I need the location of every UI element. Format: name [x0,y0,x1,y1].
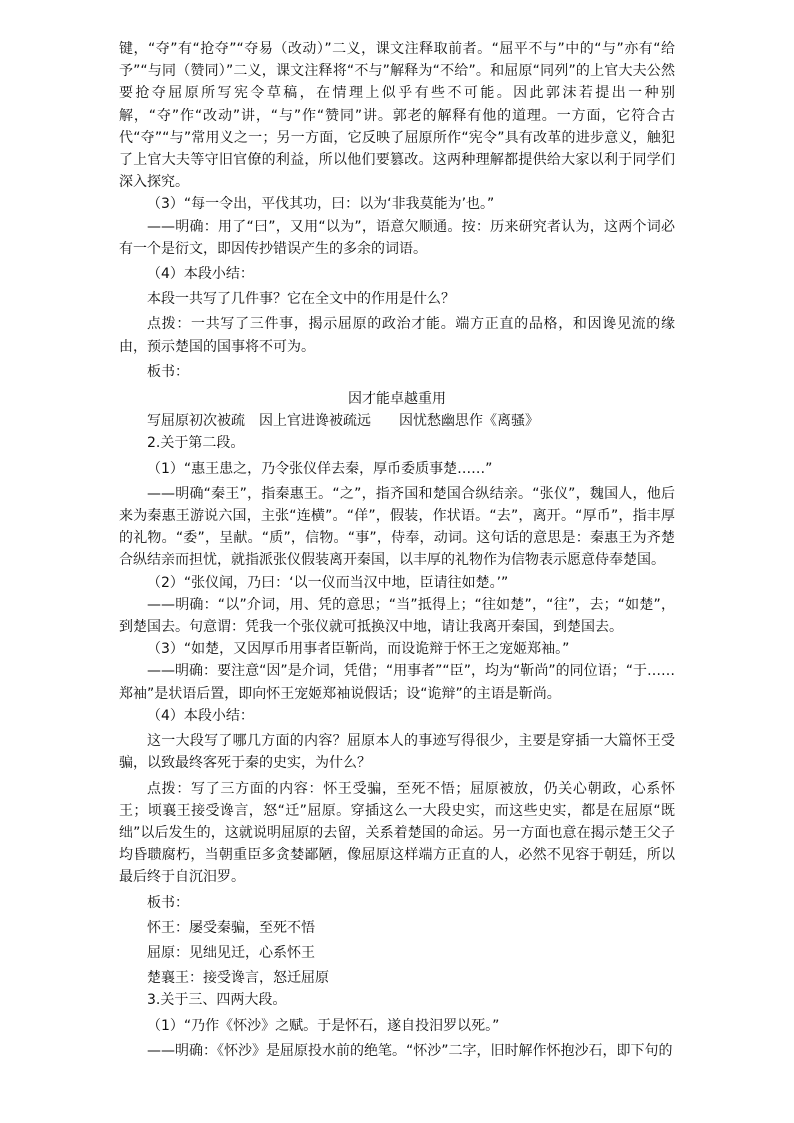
paragraph: （3）“每一令出，平伐其功，曰：以为‘非我莫能为’也。” [147,196,495,213]
section-heading: 3.关于三、四两大段。 [147,992,287,1009]
paragraph: 本段一共写了几件事？它在全文中的作用是什么？ [147,291,455,308]
paragraph: （1）“惠王患之，乃令张仪佯去秦，厚币委质事楚……” [147,460,493,477]
board-line: 楚襄王：接受谗言，怒迁屈原 [147,970,329,987]
board-line: 写屈原初次被疏 因上官进谗被疏远 因忧愁幽思作《离骚》 [147,413,539,430]
paragraph: ——明确：要注意“因”是介词，凭借；“用事者”“臣”，均为“靳尚”的同位语；“于……郑袖”是状语后置，即向怀王宠姬郑袖说假话；设“诡辩”的主语是靳尚。 [119,663,675,702]
paragraph: （3）“如楚，又因厚币用事者臣靳尚，而设诡辩于怀王之宠姬郑袖。” [147,641,570,658]
paragraph: （2）“张仪闻，乃曰：‘以一仪而当汉中地，臣请往如楚。’” [147,574,509,591]
paragraph: ——明确：用了“曰”，又用“以为”，语意欠顺通。按：历来研究者认为，这两个词必有一个是衍文，即因传抄错误产生的多余的词语。 [119,218,675,257]
board-title: 因才能卓越重用 [348,391,446,408]
board-heading: 板书： [147,894,189,911]
board-line: 怀王：屡受秦骗，至死不悟 [147,919,315,936]
paragraph: ——明确：“以”介词，用、凭的意思；“当”抵得上；“往如楚”，“往”，去；“如楚”，到楚国去。句意谓：凭我一个张仪就可抵换汉中地，请让我离开秦国，到楚国去。 [119,596,675,636]
paragraph: （4）本段小结： [147,707,254,724]
paragraph: （4）本段小结： [147,266,254,283]
paragraph: 点拨：写了三方面的内容：怀王受骗，至死不悟；屈原被放，仍关心朝政，心系怀王；顷襄王接受谗言，怒“迁”屈原。穿插这么一大段史实，而这些史实，都是在屈原“既绌”以后发生的，这就说明屈原的去留，关系着楚国的命运。另一方面也意在揭示楚王父子均昏聩腐朽，当朝重臣多贪婪鄙陋，像屈原这样端方正直的人，必然不见容于朝廷，所以最后终于自沉汨罗。 [119,780,675,886]
paragraph: 键，“夺”有“抢夺”“夺易（改动）”二义，课文注释取前者。“屈平不与”中的“与”亦有“给予”“与同（赞同）”二义，课文注释将“不与”解释为“不给”。和屈原“同列”的上官大夫公然要抢夺屈原所写宪令草稿，在情理上似乎有些不可能。因此郭沫若提出一种别解，“夺”作“改动”讲，“与”作“赞同”讲。郭老的解释有他的道理。一方面，它符合古代“夺”“与”常用义之一；另一方面，它反映了屈原所作“宪令”具有改革的进步意义，触犯了上官大夫等守旧官僚的利益，所以他们要篡改。这两种理解都提供给大家以利于同学们深入探究。 [119,41,675,191]
paragraph: 点拨：一共写了三件事，揭示屈原的政治才能。端方正直的品格，和因谗见流的缘由，预示楚国的国事将不可为。 [119,316,675,355]
paragraph: ——明确“秦王”，指秦惠王。“之”，指齐国和楚国合纵结亲。“张仪”，魏国人，他后来为秦惠王游说六国，主张“连横”。“佯”，假装，作状语。“去”，离开。“厚币”，指丰厚的礼物。“委”，呈献。“质”，信物。“事”，侍奉，动词。这句话的意思是：秦惠王为齐楚合纵结亲而担忧，就指派张仪假装离开秦国，以丰厚的礼物作为信物表示愿意侍奉楚国。 [119,485,675,569]
paragraph: 这一大段写了哪几方面的内容？屈原本人的事迹写得很少，主要是穿插一大篇怀王受骗，以致最终客死于秦的史实，为什么？ [119,733,675,772]
paragraph: ——明确：《怀沙》是屈原投水前的绝笔。“怀沙”二字，旧时解作怀抱沙石，即下句的 [147,1042,673,1059]
section-heading: 2.关于第二段。 [147,435,245,452]
document-page [119,38,675,1062]
paragraph: （1）“乃作《怀沙》之赋。于是怀石，遂自投汨罗以死。” [147,1017,500,1034]
board-heading: 板书： [147,363,189,380]
board-line: 屈原：见绌见迁，心系怀王 [147,944,315,961]
